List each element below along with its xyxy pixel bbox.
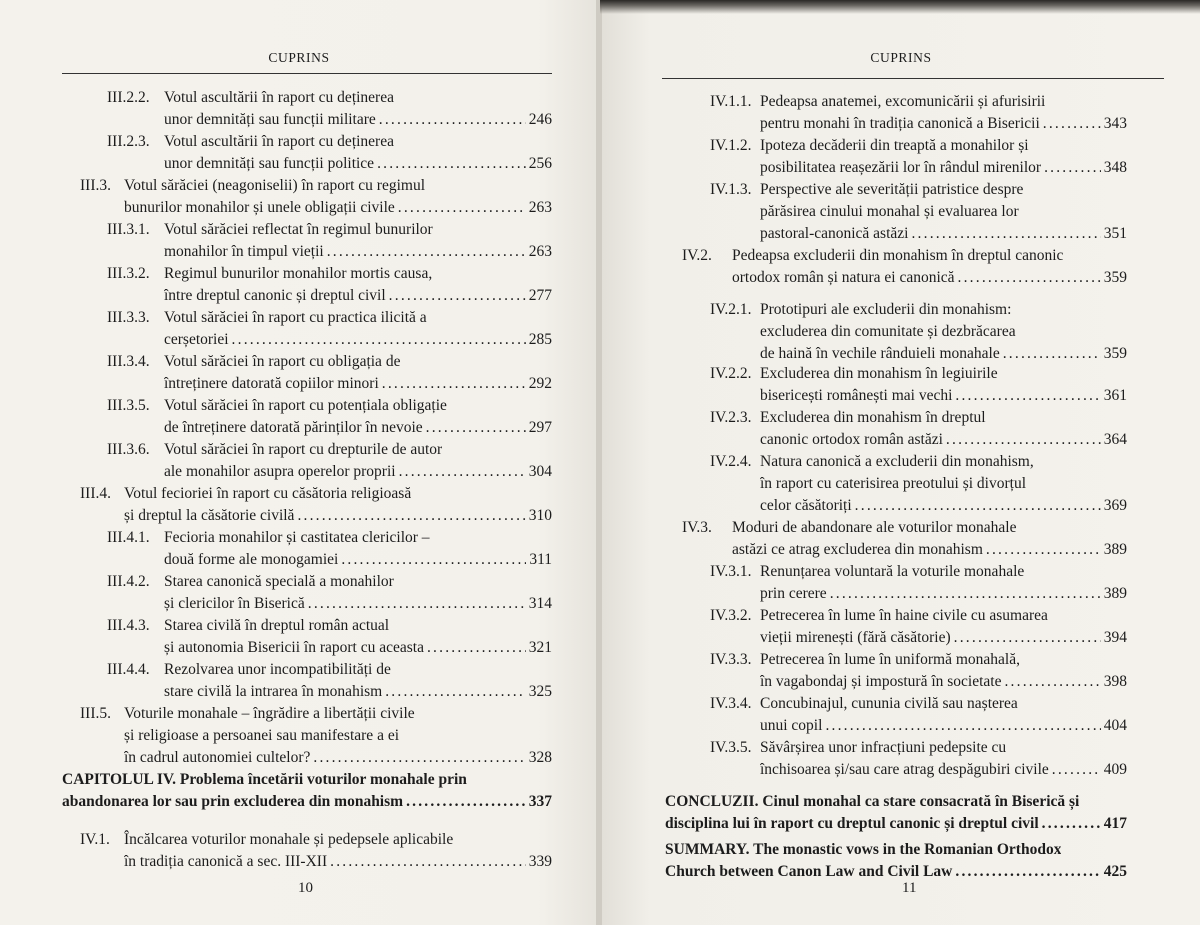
- entry-title: astăzi ce atrag excluderea din monahism: [732, 541, 983, 558]
- entry-title: pentru monahi în tradiția canonică a Bisericii: [760, 115, 1040, 132]
- entry-number: IV.1.1.: [710, 93, 752, 110]
- entry-title-line: excluderea din comunitate și dezbrăcarea: [760, 323, 1016, 340]
- entry-page: 328: [528, 749, 552, 766]
- entry-title-line: Votul ascultării în raport cu deținerea: [164, 133, 394, 150]
- entry-page: 348: [1103, 159, 1127, 176]
- leader-dots: [327, 242, 526, 262]
- entry-title-line-last: [124, 852, 552, 872]
- entry-title-line: Perspective ale severității patristice despre: [760, 181, 1024, 198]
- leader-dots: [308, 594, 526, 614]
- leader-dots: [955, 862, 1100, 882]
- leader-dots: [958, 268, 1101, 288]
- entry-title-line: Starea canonică specială a monahilor: [164, 573, 394, 590]
- entry-title: închisoarea și/sau care atrag despăgubiri civile: [760, 761, 1049, 778]
- leader-dots: [1043, 114, 1101, 134]
- leader-dots: [398, 198, 526, 218]
- page-number: 11: [902, 880, 917, 896]
- entry-title-line-last: [164, 330, 552, 350]
- entry-number: III.3.6.: [107, 441, 150, 458]
- entry-title: unor demnități sau funcții politice: [164, 155, 375, 172]
- header-rule: [662, 78, 1164, 79]
- entry-title-line-last: [124, 198, 552, 218]
- page-number: 10: [298, 880, 313, 896]
- entry-number: IV.2.1.: [710, 301, 752, 318]
- left-page: [0, 0, 598, 925]
- entry-title-line-last: [164, 462, 552, 482]
- entry-title: pastoral-canonică astăzi: [760, 225, 909, 242]
- entry-number: III.3.4.: [107, 353, 150, 370]
- entry-title: în vagabondaj și impostură în societate: [760, 673, 1002, 690]
- entry-title-line: Natura canonică a excluderii din monahism,: [760, 453, 1034, 470]
- entry-number: IV.3.2.: [710, 607, 752, 624]
- entry-page: 263: [528, 243, 552, 260]
- entry-title-line: Rezolvarea unor incompatibilități de: [164, 661, 391, 678]
- entry-page: 409: [1103, 761, 1127, 778]
- entry-title-line-last: [164, 418, 552, 438]
- entry-number: III.2.3.: [107, 133, 150, 150]
- entry-number: IV.2.: [682, 247, 712, 264]
- entry-title-line: și religioase a persoanei sau manifestare a ei: [124, 727, 400, 744]
- entry-title-line: Excluderea din monahism în legiuirile: [760, 365, 998, 382]
- entry-title-line: Fecioria monahilor și castitatea clericilor –: [164, 529, 430, 546]
- entry-page: 285: [528, 331, 552, 348]
- entry-number: IV.3.4.: [710, 695, 752, 712]
- entry-title-line-last: [164, 286, 552, 306]
- entry-title-line: Votul sărăciei reflectat în regimul bunurilor: [164, 221, 433, 238]
- entry-title-line-last: [62, 792, 552, 812]
- entry-title: de întreținere datorată părinților în nevoie: [164, 419, 423, 436]
- leader-dots: [232, 330, 526, 350]
- entry-title-line-last: [732, 268, 1127, 288]
- leader-dots: [954, 628, 1101, 648]
- entry-title-line: Votul sărăciei în raport cu potențiala obligație: [164, 397, 447, 414]
- entry-title: ale monahilor asupra operelor proprii: [164, 463, 396, 480]
- entry-number: IV.1.: [80, 831, 110, 848]
- entry-number: IV.2.2.: [710, 365, 752, 382]
- leader-dots: [830, 584, 1101, 604]
- entry-page: 389: [1103, 541, 1127, 558]
- entry-title-line-last: [164, 374, 552, 394]
- entry-number: III.3.5.: [107, 397, 150, 414]
- entry-page: 343: [1103, 115, 1127, 132]
- entry-title-line: Votul sărăciei în raport cu obligația de: [164, 353, 401, 370]
- entry-title: întreținere datorată copiilor minori: [164, 375, 379, 392]
- entry-title-line-last: [164, 242, 552, 262]
- entry-page: 321: [528, 639, 552, 656]
- entry-title-line: Votul sărăciei (neagoniselii) în raport cu regimul: [124, 177, 426, 194]
- leader-dots: [1004, 672, 1100, 692]
- entry-title-line-last: [760, 672, 1127, 692]
- leader-dots: [313, 748, 525, 768]
- entry-title: două forme ale monogamiei: [164, 551, 339, 568]
- entry-page: 277: [528, 287, 552, 304]
- page-header: CUPRINS: [268, 50, 330, 65]
- entry-title-line: în raport cu caterisirea preotului și divorțul: [760, 475, 1026, 492]
- entry-page: 359: [1103, 269, 1127, 286]
- entry-page: 425: [1103, 863, 1127, 880]
- entry-title-line-last: [760, 584, 1127, 604]
- entry-number: III.3.3.: [107, 309, 150, 326]
- entry-page: 304: [528, 463, 552, 480]
- entry-title-line-last: [124, 748, 552, 768]
- entry-title-line: CAPITOLUL IV. Problema încetării voturilor monahale prin: [62, 771, 467, 788]
- entry-number: IV.2.4.: [710, 453, 752, 470]
- right-page: [602, 0, 1200, 925]
- entry-number: IV.3.: [682, 519, 712, 536]
- entry-title: în cadrul autonomiei cultelor?: [124, 749, 311, 766]
- entry-title-line-last: [760, 496, 1127, 516]
- entry-title-line-last: [164, 550, 552, 570]
- entry-title: ortodox român și natura ei canonică: [732, 269, 955, 286]
- entry-title-line: Votul fecioriei în raport cu căsătoria religioasă: [124, 485, 412, 502]
- entry-number: III.4.1.: [107, 529, 150, 546]
- entry-title: și dreptul la căsătorie civilă: [124, 507, 295, 524]
- leader-dots: [399, 462, 526, 482]
- entry-title-line-last: [164, 110, 552, 130]
- leader-dots: [1052, 760, 1101, 780]
- entry-page: 351: [1103, 225, 1127, 242]
- entry-page: 263: [528, 199, 552, 216]
- entry-title-line: Încălcarea voturilor monahale și pedepsele aplicabile: [124, 831, 454, 848]
- leader-dots: [389, 286, 526, 306]
- entry-page: 297: [528, 419, 552, 436]
- entry-title-line: Concubinajul, cununia civilă sau nașterea: [760, 695, 1018, 712]
- leader-dots: [825, 716, 1100, 736]
- entry-page: 389: [1103, 585, 1127, 602]
- entry-page: 369: [1103, 497, 1127, 514]
- entry-number: III.3.: [80, 177, 111, 194]
- entry-number: III.3.2.: [107, 265, 150, 282]
- entry-title-line-last: [732, 540, 1127, 560]
- entry-page: 404: [1103, 717, 1127, 734]
- entry-title: Church between Canon Law and Civil Law: [665, 863, 953, 880]
- leader-dots: [377, 154, 526, 174]
- entry-title-line-last: [760, 386, 1127, 406]
- entry-title-line-last: [760, 158, 1127, 178]
- leader-dots: [1044, 158, 1101, 178]
- entry-title: abandonarea lor sau prin excluderea din monahism: [62, 793, 404, 810]
- entry-title-line-last: [124, 506, 552, 526]
- entry-title: disciplina lui în raport cu dreptul canonic și dreptul civil: [665, 815, 1039, 832]
- entry-title: posibilitatea reașezării lor în rândul mirenilor: [760, 159, 1042, 176]
- entry-title: bisericești românești mai vechi: [760, 387, 953, 404]
- entry-title-line: Petrecerea în lume în haine civile cu asumarea: [760, 607, 1048, 624]
- entry-page: 417: [1103, 815, 1127, 832]
- entry-title-line: Starea civilă în dreptul român actual: [164, 617, 390, 634]
- leader-dots: [341, 550, 526, 570]
- leader-dots: [427, 638, 526, 658]
- entry-title-line: CONCLUZII. Cinul monahal ca stare consacrată în Biserică și: [665, 793, 1080, 810]
- entry-title-line-last: [760, 716, 1127, 736]
- entry-title-line-last: [164, 682, 552, 702]
- entry-title-line-last: [665, 814, 1127, 834]
- entry-number: IV.3.5.: [710, 739, 752, 756]
- entry-number: III.4.3.: [107, 617, 150, 634]
- entry-title-line-last: [760, 114, 1127, 134]
- entry-number: III.3.1.: [107, 221, 150, 238]
- entry-title-line: Excluderea din monahism în dreptul: [760, 409, 986, 426]
- entry-title-line-last: [760, 344, 1127, 364]
- entry-title-line: Petrecerea în lume în uniformă monahală,: [760, 651, 1020, 668]
- page-shadow: [600, 0, 1200, 14]
- entry-title: în tradiția canonică a sec. III-XII: [124, 853, 328, 870]
- entry-title-line: SUMMARY. The monastic vows in the Romanian Orthodox: [665, 841, 1062, 858]
- entry-title-line: Ipoteza decăderii din treaptă a monahilor și: [760, 137, 1029, 154]
- entry-number: III.2.2.: [107, 89, 150, 106]
- entry-title-line: Voturile monahale – îngrădire a libertății civile: [124, 705, 415, 722]
- leader-dots: [297, 506, 525, 526]
- leader-dots: [1042, 814, 1101, 834]
- entry-title-line-last: [665, 862, 1127, 882]
- entry-page: 361: [1103, 387, 1127, 404]
- leader-dots: [382, 374, 526, 394]
- entry-title-line-last: [760, 224, 1127, 244]
- entry-page: 314: [528, 595, 552, 612]
- entry-page: 292: [528, 375, 552, 392]
- entry-title: canonic ortodox român astăzi: [760, 431, 943, 448]
- entry-page: 394: [1103, 629, 1127, 646]
- entry-title: și autonomia Bisericii în raport cu aceasta: [164, 639, 424, 656]
- entry-title-line-last: [164, 154, 552, 174]
- entry-page: 337: [528, 793, 552, 810]
- leader-dots: [986, 540, 1101, 560]
- leader-dots: [379, 110, 526, 130]
- entry-number: III.5.: [80, 705, 111, 722]
- entry-title-line: Votul sărăciei în raport cu practica ilicită a: [164, 309, 427, 326]
- entry-title-line-last: [164, 594, 552, 614]
- entry-number: IV.2.3.: [710, 409, 752, 426]
- entry-title: bunurilor monahilor și unele obligații civile: [124, 199, 395, 216]
- entry-title-line: Votul sărăciei în raport cu drepturile de autor: [164, 441, 443, 458]
- leader-dots: [406, 792, 526, 812]
- entry-number: IV.3.3.: [710, 651, 752, 668]
- entry-number: III.4.2.: [107, 573, 150, 590]
- entry-title-line-last: [760, 760, 1127, 780]
- entry-number: IV.1.3.: [710, 181, 752, 198]
- entry-number: IV.3.1.: [710, 563, 752, 580]
- entry-number: IV.1.2.: [710, 137, 752, 154]
- entry-page: 310: [528, 507, 552, 524]
- entry-title: de haină în vechile rânduieli monahale: [760, 345, 1000, 362]
- entry-number: III.4.4.: [107, 661, 150, 678]
- entry-title-line: Pedeapsa excluderii din monahism în dreptul canonic: [732, 247, 1064, 264]
- entry-title-line-last: [760, 430, 1127, 450]
- entry-title-line: Săvârșirea unor infracțiuni pedepsite cu: [760, 739, 1007, 756]
- entry-title: stare civilă la intrarea în monahism: [164, 683, 383, 700]
- leader-dots: [911, 224, 1100, 244]
- entry-page: 256: [528, 155, 552, 172]
- entry-page: 325: [528, 683, 552, 700]
- leader-dots: [955, 386, 1100, 406]
- entry-title-line: Votul ascultării în raport cu deținerea: [164, 89, 394, 106]
- entry-title: unor demnități sau funcții militare: [164, 111, 376, 128]
- entry-title: monahilor în timpul vieții: [164, 243, 324, 260]
- entry-page: 311: [529, 551, 552, 568]
- leader-dots: [330, 852, 526, 872]
- entry-title-line: Renunțarea voluntară la voturile monahale: [760, 563, 1025, 580]
- entry-title-line: Prototipuri ale excluderii din monahism:: [760, 301, 1012, 318]
- entry-title-line: părăsirea cinului monahal și evaluarea lor: [760, 203, 1019, 220]
- entry-number: III.4.: [80, 485, 111, 502]
- entry-title: și clericilor în Biserică: [164, 595, 305, 612]
- entry-title-line: Moduri de abandonare ale voturilor monahale: [732, 519, 1017, 536]
- leader-dots: [946, 430, 1101, 450]
- entry-title-line: Regimul bunurilor monahilor mortis causa,: [164, 265, 433, 282]
- leader-dots: [855, 496, 1101, 516]
- entry-title: vieții mirenești (fără căsătorie): [760, 629, 951, 646]
- entry-title-line-last: [164, 638, 552, 658]
- leader-dots: [426, 418, 526, 438]
- entry-title-line: Pedeapsa anatemei, excomunicării și afurisirii: [760, 93, 1046, 110]
- entry-title-line-last: [760, 628, 1127, 648]
- entry-title: celor căsătoriți: [760, 497, 852, 514]
- leader-dots: [1003, 344, 1101, 364]
- entry-title: între dreptul canonic și dreptul civil: [164, 287, 386, 304]
- entry-title: cerșetoriei: [164, 331, 229, 348]
- entry-title: unui copil: [760, 717, 823, 734]
- entry-page: 364: [1103, 431, 1127, 448]
- entry-page: 339: [528, 853, 552, 870]
- leader-dots: [385, 682, 526, 702]
- entry-title: prin cerere: [760, 585, 827, 602]
- entry-page: 246: [528, 111, 552, 128]
- entry-page: 398: [1103, 673, 1127, 690]
- page-header: CUPRINS: [870, 50, 932, 65]
- header-rule: [62, 73, 552, 74]
- entry-page: 359: [1103, 345, 1127, 362]
